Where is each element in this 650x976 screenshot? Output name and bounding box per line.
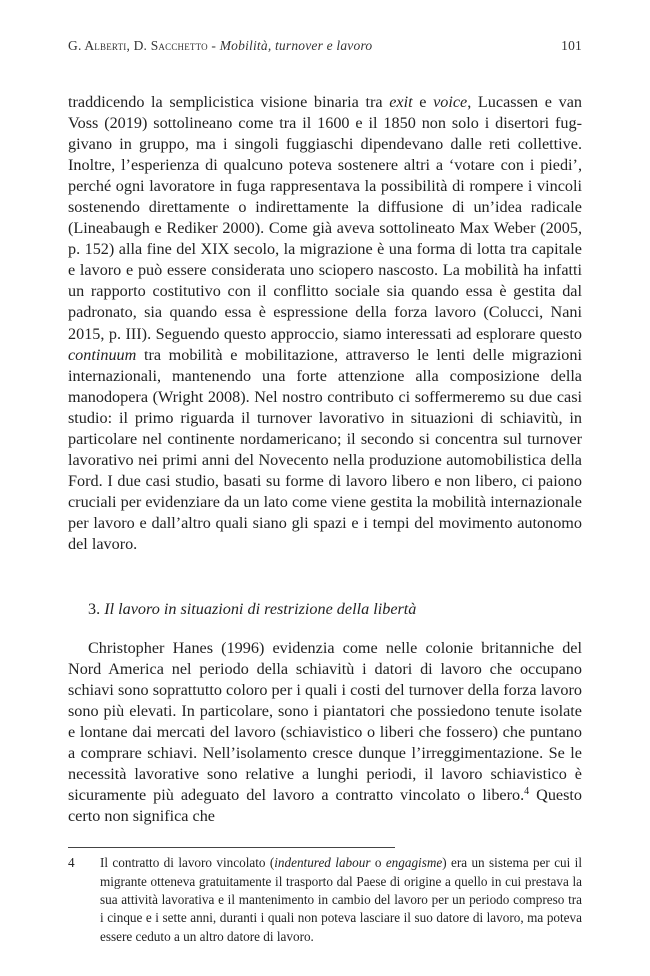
running-head-authors: G. Alberti, D. Sacchetto — [68, 38, 208, 53]
paragraph-text: e — [412, 93, 434, 111]
paragraph-continued — [68, 92, 582, 555]
paragraph-text: , Lucassen e van Voss (2019) sottolineano come tra il 1600 e il 1850 non solo i disertori fuggivano in gruppo, ma i singoli fuggiaschi dipendevano dalle reti collettive. Inoltre, l’esperienza di qualcuno poteva sostenere altri a ‘votare con i piedi’, perché ogni lavoratore in fuga rappresentava la possibilità di rompere i vincoli sostenendo direttamente o indirettamente la diffusione di un’idea radicale (Lineabaugh e Rediker 2000). Come già aveva sottolineato Max Weber (2005, p. 152) alla fine del XIX secolo, la migrazione è una forma di lotta tra capitale e lavoro e può essere considerata uno sciopero nascosto. La mobilità ha infatti un rapporto costitutivo con il conflitto sociale sia quando essa è gestita dal padronato, sia quando essa è espressione della forza lavoro (Colucci, Nani 2015, p. III). Seguendo questo approccio, siamo interessati ad esplorare questo — [68, 93, 582, 343]
term-continuum: continuum — [68, 345, 137, 364]
paragraph-text: Questo certo non significa che — [68, 786, 582, 826]
footnote-text-part: ) era un sistema per cui il migrante otteneva gratuitamente il trasporto dal Paese di origine a quello in cui prestava la sua attività lavorativa e il mantenimento in cambio del lavoro per un periodo compreso tra i cinque e i sette anni, duranti i quali non poteva lasciare il suo datore di lavoro, ma poteva essere ceduto a un altro datore di lavoro. — [100, 855, 583, 944]
footnote-reference[interactable]: 4 — [524, 786, 530, 798]
footnote-text-part: Il contratto di lavoro vincolato ( — [100, 855, 275, 871]
page-number: 101 — [561, 38, 582, 53]
body-text — [68, 92, 582, 827]
section-title: Il lavoro in situazioni di restrizione della libertà — [104, 600, 417, 619]
paragraph-text: tra mobilità e mobilitazione, attraverso le lenti delle migrazioni internazionali, mantenendo una forte attenzione alla composizione della manodopera (Wright 2008). Nel nostro contributo ci soffermeremo su due casi studio: il primo riguarda il turnover lavorativo in situazioni di schiavitù, in particolare nel continente nordamericano; il secondo si concentra sul turnover lavorativo nei primi anni del Novecento nella produzione automobilistica della Ford. I due casi studio, basati su forme di lavoro libero e non libero, ci paiono cruciali per evidenziare da un lato come viene gestita la mobilità internazionale per lavoro e dall’altro quali siano gli spazi e i tempi del movimento autonomo del lavoro. — [68, 345, 582, 553]
paragraph — [68, 638, 582, 827]
book-page — [68, 38, 582, 946]
paragraph-text: traddicendo la semplicistica visione binaria tra — [68, 93, 390, 111]
footnote-text — [100, 854, 582, 945]
footnote-number: 4 — [68, 855, 75, 871]
term-indentured-labour: indentured labour — [274, 855, 371, 871]
running-head-short-title: Mobilità, turnover e lavoro — [219, 38, 373, 53]
running-head — [68, 38, 582, 58]
running-head-title — [68, 38, 372, 54]
footnote-divider — [68, 847, 395, 848]
section-heading — [68, 599, 582, 620]
term-exit: exit — [389, 93, 413, 111]
term-voice: voice — [433, 93, 468, 111]
running-head-separator: - — [207, 38, 220, 53]
section-number: 3. — [88, 600, 105, 619]
paragraph-text: Christopher Hanes (1996) evidenzia come nelle colonie britanniche del Nord America nel periodo della schiavitù i datori di lavoro che occupano schiavi sono soprattutto coloro per i quali i costi del turnover della forza lavoro sono più elevati. In particolare, sono i piantatori che possiedono tenute isolate e lontane dai mercati del lavoro (schiavistico o liberi che fossero) che puntano a comprare schiavi. Nell’isolamento cresce dunque l’irreggimentazione. Se le necessità lavorative sono relative a lunghi periodi, il lavoro schiavistico è sicuramente più adeguato del lavoro a contratto vincolato o libero. — [68, 639, 582, 805]
footnote — [68, 854, 582, 945]
term-engagisme: engagisme — [385, 855, 443, 871]
footnote-text-part: o — [370, 855, 386, 871]
